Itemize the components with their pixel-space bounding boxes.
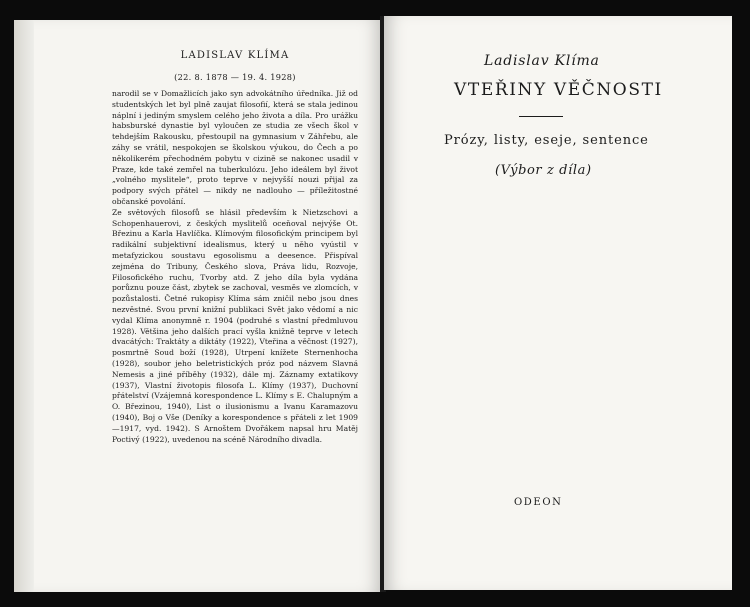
title-divider [519,116,563,117]
selection-note: (Výbor z díla) [495,163,592,178]
book-title: VTEŘINY VĚČNOSTI [454,80,663,100]
biography-paragraph: narodil se v Domažlicích jako syn advokátního úředníka. Již od studentských let byl plně zaujat filosofií, která se stala jedinou náplní i jediným smyslem celého jeho života a díla. Pro urážku habsburské dynastie byl vyloučen ze studia ze všech škol v tehdejším Rakousku, přestoupil na gymnasium v Záhřebu, ale záhy se vrátil, nespokojen se školskou výukou, do Čech a po několikerém přechodném pobytu v cizině se nakonec usadil v Praze, kde také zemřel na tuberkulózu. Jeho ideálem byl život „volného myslitele“, proto teprve v nejvyšší nouzi přijal za podpory svých přátel — nikdy ne nadlouho — příležitostné občanské povolání. [112,89,358,206]
publisher-name: ODEON [514,497,563,508]
biography-paragraph: Ze světových filosofů se hlásil především k Nietzschovi a Schopenhauerovi, z českých myslitelů oceňoval nejvýše Ot. Březinu a Karla Havlíčka. Klímovým filosofickým principem byl radikální subjektivní idealismus, který u něho vyústil v metafyzickou soustavu egosolismu a deesence. Přispíval zejména do Tribuny, Českého slova, Práva lidu, Rozvoje, Filosofického ruchu, Tvorby atd. Z jeho díla byla vydána porůznu pouze část, zbytek se zachoval, vesměs ve zlomcích, v pozůstalosti. Četné rukopisy Klíma sám zničil nebo jsou dnes nezvěstné. Svou první knižní publikaci Svět jako vědomí a nic vydal Klíma anonymně r. 1904 (podruhé s vlastní předmluvou 1928). Většina jeho dalších prací vyšla knižně teprve v letech dvacátých: Traktáty a diktáty (1922), Vteřina a věčnost (1927), posmrtně Soud boží (1928), Utrpení knížete Sternenhocha (1928), soubor jeho beletristických próz pod názvem Slavná Nemesis a jiné příběhy (1932), dále mj. Záznamy extatikovy (1937), Vlastní životopis filosofa L. Klímy (1937), Duchovní přátelství (Vzájemná korespondence L. Klímy s E. Chalupným a O. Březinou, 1940), List o ilusionismu a Ivanu Karamazovu (1940), Boj o Vše (Deníky a korespondence s přáteli z let 1909—1917, vyd. 1942). S Arnoštem Dvořákem napsal hru Matěj Poctivý (1922), uvedenou na scéně Národního divadla. [112,207,358,444]
author-biography [112,89,358,445]
title-page [384,16,732,590]
book-subtitle: Prózy, listy, eseje, sentence [444,133,649,148]
author-dates: (22. 8. 1878 — 19. 4. 1928) [174,72,296,82]
left-page-content [112,50,358,445]
title-page-author: Ladislav Klíma [484,53,600,69]
author-heading: LADISLAV KLÍMA [180,50,290,61]
left-page-edge [14,20,34,592]
